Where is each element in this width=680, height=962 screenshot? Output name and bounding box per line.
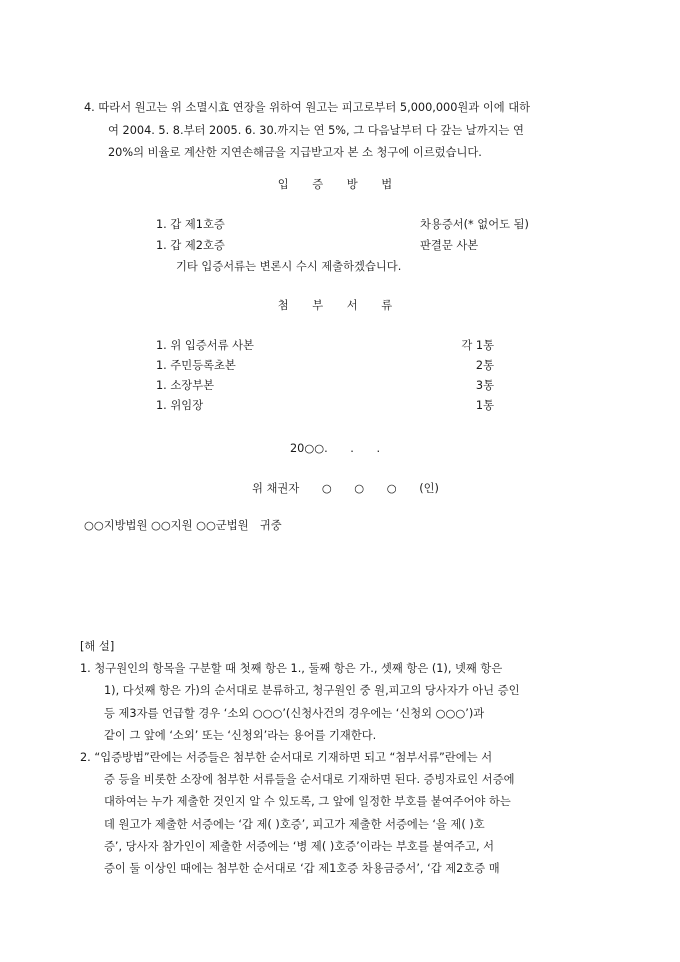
- evidence-item-label: 1. 갑 제1호증: [156, 218, 225, 231]
- paragraph-line: 여 2004. 5. 8.부터 2005. 6. 30.까지는 연 5%, 그 다음날부터 다 갚는 날까지는 연: [108, 123, 524, 137]
- claim-paragraph-4: [84, 97, 604, 165]
- evidence-item-value: 차용증서(* 없어도 됨): [420, 218, 529, 231]
- commentary-line: 2. “입증방법”란에는 서증들은 첨부한 순서대로 기재하면 되고 “첨부서류”란에는 서: [80, 751, 493, 765]
- attachment-item-qty: 각 1통: [461, 339, 494, 352]
- evidence-note: 기타 입증서류는 변론시 수시 제출하겠습니다.: [176, 260, 402, 273]
- commentary-line: 대하여는 누가 제출한 것인지 알 수 있도록, 그 앞에 일정한 부호를 붙여주어야 하는: [104, 795, 511, 809]
- evidence-item-value: 판결문 사본: [420, 239, 479, 252]
- commentary-line: 1. 청구원인의 항목을 구분할 때 첫째 항은 1., 둘째 항은 가., 셋째 항은 (1), 넷째 항은: [80, 662, 503, 676]
- evidence-item-label: 1. 갑 제2호증: [156, 239, 225, 252]
- attachment-item-qty: 3통: [475, 379, 494, 392]
- attachment-item-label: 1. 위임장: [156, 399, 204, 412]
- attachment-item-qty: 2통: [475, 359, 494, 372]
- court-addressee: ○○지방법원 ○○지원 ○○군법원 귀중: [84, 519, 282, 532]
- commentary-line: 1), 다섯째 항은 가)의 순서대로 분류하고, 청구원인 중 원,피고의 당사자가 아닌 증인: [104, 684, 520, 698]
- attachment-item-label: 1. 소장부본: [156, 379, 215, 392]
- commentary-line: 증 등을 비롯한 소장에 첨부한 서류들을 순서대로 기재하면 된다. 증빙자료인 서증에: [104, 773, 515, 787]
- commentary-section: [80, 636, 610, 880]
- commentary-line: 등 제3자를 언급할 경우 ‘소외 ○○○’(신청사건의 경우에는 ‘신청외 ○○○’)과: [104, 706, 485, 720]
- signer-line: 위 채권자 ○ ○ ○ (인): [252, 482, 439, 495]
- paragraph-line: 20%의 비율로 계산한 지연손해금을 지급받고자 본 소 청구에 이르렀습니다.: [108, 146, 482, 159]
- commentary-line: 데 원고가 제출한 서증에는 ‘갑 제( )호증’, 피고가 제출한 서증에는 ‘을 제( )호: [104, 817, 485, 831]
- commentary-heading: [해 설]: [80, 640, 115, 653]
- paragraph-line: 4. 따라서 원고는 위 소멸시효 연장을 위하여 원고는 피고로부터 5,000,000원과 이에 대하: [84, 101, 531, 114]
- document-date: 20○○. . .: [290, 442, 381, 455]
- commentary-line: 같이 그 앞에 ‘소외’ 또는 ‘신청외’라는 용어를 기재한다.: [104, 728, 377, 742]
- attachment-item-qty: 1통: [475, 399, 494, 412]
- attachment-item-label: 1. 주민등록초본: [156, 359, 236, 372]
- commentary-line: 증’, 당사자 참가인이 제출한 서증에는 ‘병 제( )호증’이라는 부호를 붙여주고, 서: [104, 839, 495, 853]
- commentary-line: 증이 둘 이상인 때에는 첨부한 순서대로 ‘갑 제1호증 차용금증서’, ‘갑 제2호증 매: [104, 862, 500, 876]
- evidence-heading: 입 증 방 법: [277, 178, 403, 191]
- attachments-heading: 첨 부 서 류: [277, 299, 403, 312]
- attachment-item-label: 1. 위 입증서류 사본: [156, 339, 254, 352]
